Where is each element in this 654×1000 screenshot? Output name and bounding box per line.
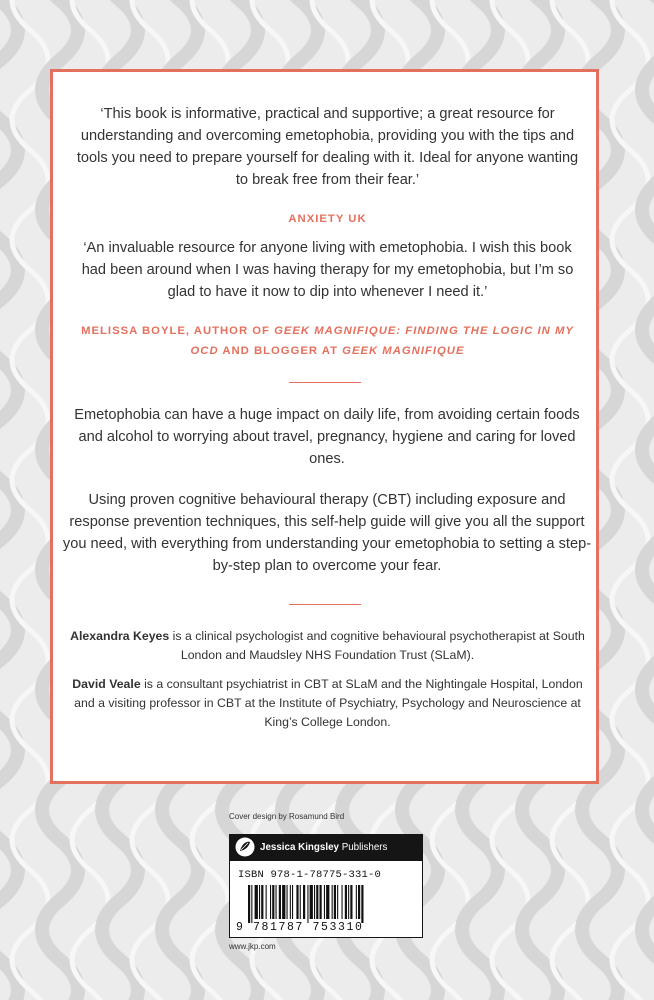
- barcode-bar: [270, 885, 271, 919]
- barcode-bar: [324, 885, 325, 919]
- barcode-bar: [320, 885, 322, 919]
- barcode-bar: [296, 885, 298, 919]
- barcode-digits: 9 781787 753310: [236, 921, 364, 934]
- author-bio-2: David Veale is a consultant psychiatrist in CBT at SLaM and the Nightingale Hospital, London and a visiting professor in CBT at the Institute of Psychiatry, Psychology and Neuroscience at King’s College London.: [72, 677, 583, 729]
- barcode-bar: [348, 885, 349, 919]
- barcode-bar: [261, 885, 263, 919]
- barcode-bar: [314, 885, 315, 919]
- barcode-bar: [290, 885, 291, 919]
- barcode-bar: [345, 885, 347, 919]
- barcode-bar: [266, 885, 267, 919]
- blurb-paragraph-2: Using proven cognitive behavioural therapy (CBT) including exposure and response prevention techniques, this self-help guide will give you all the support you need, with everything from understanding your emetophobia to setting a step-by-step plan to overcome your fear.: [62, 492, 592, 574]
- barcode-bar: [300, 885, 301, 919]
- barcode-bar: [326, 885, 329, 919]
- barcode-bar: [332, 885, 333, 919]
- author-bio-1: Alexandra Keyes is a clinical psychologist and cognitive behavioural psychotherapist at South London and Maudsley NHS Foundation Trust (SLaM).: [70, 629, 585, 662]
- barcode-bar: [307, 885, 308, 923]
- barcode-bar: [282, 885, 285, 919]
- jkp-leaf-logo-icon: [235, 837, 255, 857]
- barcode-bar: [272, 885, 274, 919]
- blurb-paragraph-1: Emetophobia can have a huge impact on daily life, from avoiding certain foods and alcohol to worrying about travel, pregnancy, hygiene and caring for loved ones.: [74, 407, 580, 467]
- barcode-bar: [303, 885, 305, 919]
- review-attribution-1: ANXIETY UK: [288, 213, 367, 225]
- publisher-name: Jessica Kingsley Publishers: [260, 841, 388, 853]
- barcode-bar: [361, 885, 363, 923]
- section-divider-2: [289, 604, 361, 605]
- barcode-bar: [248, 885, 250, 923]
- author-name: Alexandra Keyes: [70, 629, 170, 643]
- barcode-bar: [356, 885, 357, 919]
- publisher-bar: [229, 834, 423, 860]
- barcode-bar: [342, 885, 343, 919]
- barcode-box: [229, 860, 423, 938]
- barcode-bar: [251, 885, 252, 923]
- barcode-bar: [310, 885, 313, 919]
- section-divider: [289, 382, 361, 383]
- barcode-bar: [279, 885, 281, 919]
- barcode-bar: [316, 885, 318, 919]
- barcode-bar: [358, 885, 360, 919]
- cover-credit: Cover design by Rosamund Bird: [229, 812, 345, 821]
- author-name: David Veale: [72, 677, 141, 691]
- barcode-bar: [334, 885, 336, 919]
- barcode-bar: [292, 885, 293, 919]
- barcode-bar: [259, 885, 260, 919]
- barcode-bar: [255, 885, 258, 919]
- review-attribution-2: MELISSA BOYLE, AUTHOR OF GEEK MAGNIFIQUE: FINDING THE LOGIC IN MY OCD AND BLOGGER AT GEEK MAGNIFIQUE: [81, 325, 574, 357]
- review-quote-2: ‘An invaluable resource for anyone living with emetophobia. I wish this book had been around when I was having therapy for my emetophobia, but I’m so glad to have it now to dip into whenever I need it.’: [81, 240, 574, 300]
- barcode-bar: [350, 885, 352, 919]
- isbn-label: ISBN 978-1-78775-331-0: [238, 869, 382, 881]
- publisher-website: www.jkp.com: [229, 942, 276, 951]
- barcode: [248, 885, 408, 923]
- barcode-bar: [287, 885, 288, 919]
- barcode-bar: [276, 885, 277, 919]
- review-quote-1: ‘This book is informative, practical and supportive; a great resource for understanding and overcoming emetophobia, providing you with the tips and tools you need to prepare yourself for dealing with it. Ideal for anyone wanting to break free from their fear.’: [76, 106, 579, 188]
- barcode-bar: [337, 885, 338, 919]
